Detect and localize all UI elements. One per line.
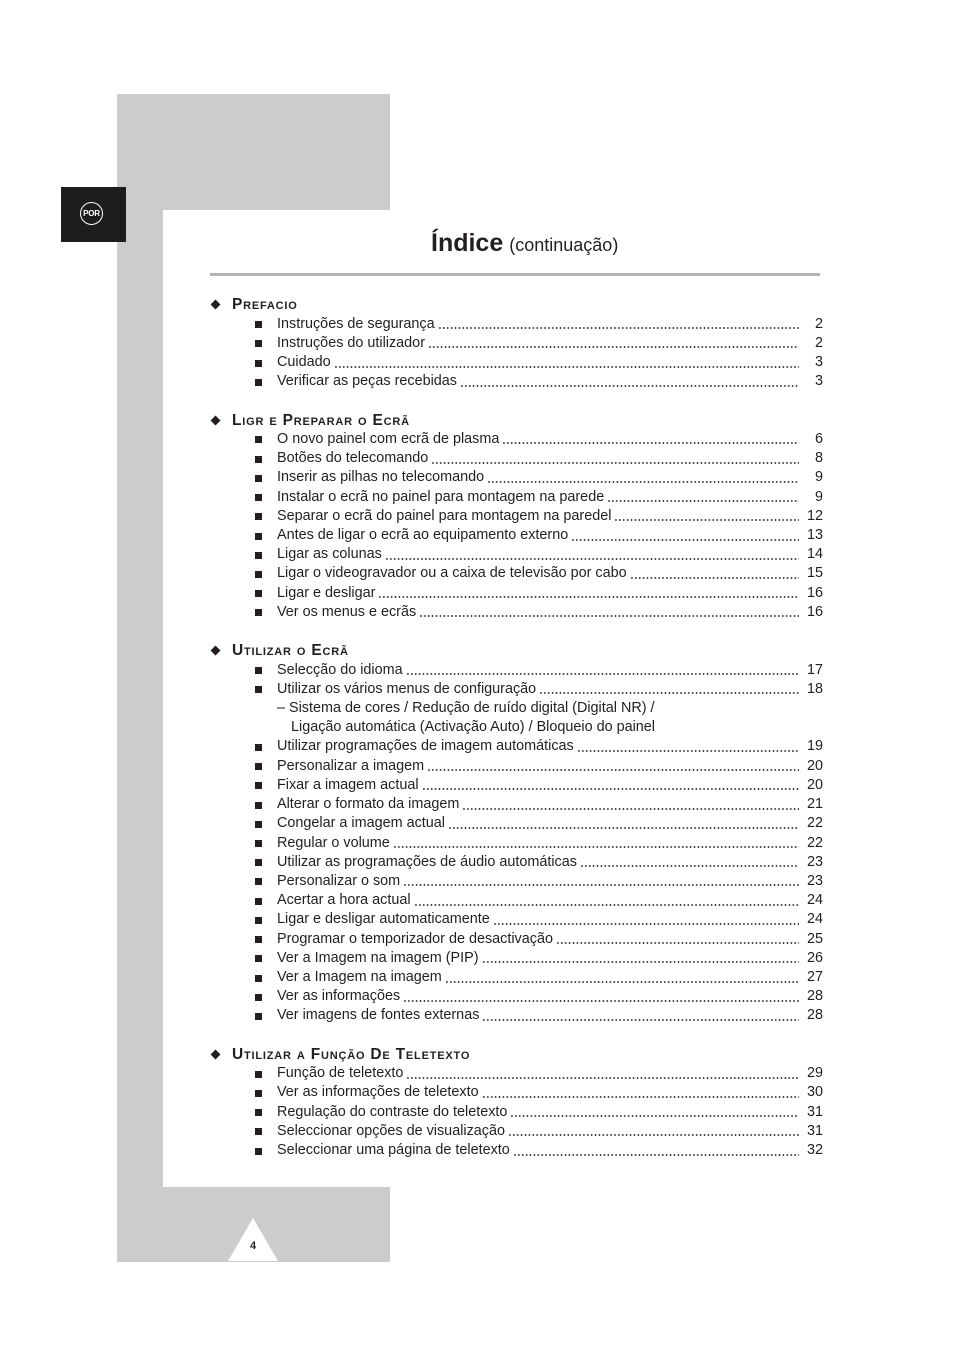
toc-entry [208,334,823,353]
dot-leader [445,968,799,987]
square-bullet-icon [255,552,262,559]
dot-leader [580,853,799,872]
toc-entry [208,507,823,526]
toc-entry-page-number: 15 [806,565,823,582]
square-bullet-icon [255,456,262,463]
page-title-main: Índice [431,229,504,257]
dot-leader [460,372,799,391]
dot-leader [508,1122,799,1141]
toc-entry-title: Acertar a hora actual [277,892,411,909]
toc-entry [208,949,823,968]
toc-entry-page-number: 28 [806,1007,823,1024]
toc-entry-title: Ligar as colunas [277,546,382,563]
toc-entry-title: Regular o volume [277,834,390,851]
square-bullet-icon [255,1148,262,1155]
section-heading-text: Ligr e Preparar o Ecrã [232,411,410,429]
toc-entry [208,315,823,334]
toc-entry-title: Ligar e desligar automaticamente [277,911,490,928]
toc-entry [208,853,823,872]
toc-entry [208,737,823,756]
toc-entry-title: Ver as informações [277,988,401,1005]
toc-entry-title: Fixar a imagem actual [277,776,419,793]
toc-entry-title: Separar o ecrã do painel para montagem na paredel [277,507,612,524]
toc-entry [208,372,823,391]
toc-entry-page-number: 6 [814,430,823,447]
toc-entry-title: Ver imagens de fontes externas [277,1007,480,1024]
dot-leader [403,987,799,1006]
toc-entry [208,1064,823,1083]
square-bullet-icon [255,994,262,1001]
dot-leader [427,757,799,776]
toc-entry-title: Ver a Imagem na imagem (PIP) [277,949,479,966]
toc-entry [208,584,823,603]
dot-leader [422,776,799,795]
dot-leader [502,430,799,449]
title-divider [210,273,820,276]
toc-entry-title: Ver as informações de teletexto [277,1084,479,1101]
toc-entry-title: Personalizar o som [277,872,401,889]
diamond-bullet-icon [210,646,220,656]
toc-entry-title: Utilizar as programações de áudio automáticas [277,853,577,870]
toc-entry-title: Verificar as peças recebidas [277,373,457,390]
toc-entry-title: Função de teletexto [277,1065,404,1082]
square-bullet-icon [255,821,262,828]
toc-section [208,411,823,622]
square-bullet-icon [255,1128,262,1135]
dot-leader [403,872,799,891]
toc-entry [208,757,823,776]
language-label: POR [83,208,100,218]
toc-entry [208,930,823,949]
toc-entry-page-number: 16 [806,603,823,620]
toc-entry-page-number: 2 [814,334,823,351]
dot-leader [431,449,799,468]
dot-leader [448,814,799,833]
page-title [431,228,618,262]
toc-entry-title: Congelar a imagem actual [277,815,445,832]
toc-entry [208,968,823,987]
dot-leader [378,584,799,603]
toc-entry [208,987,823,1006]
dot-leader [571,526,799,545]
square-bullet-icon [255,763,262,770]
dot-leader [414,891,799,910]
dot-leader [428,334,799,353]
toc-entry-page-number: 19 [806,738,823,755]
toc-entry-title: Instruções do utilizador [277,334,425,351]
toc-entry-page-number: 31 [806,1122,823,1139]
toc-entry-title: Selecção do idioma [277,661,403,678]
square-bullet-icon [255,802,262,809]
dot-leader [539,680,799,699]
square-bullet-icon [255,859,262,866]
toc-entry-page-number: 27 [806,969,823,986]
dot-leader [482,1083,799,1102]
toc-entry [208,1006,823,1025]
dot-leader [607,488,799,507]
toc-entry [208,1122,823,1141]
toc-entry-page-number: 20 [806,757,823,774]
toc-entry [208,795,823,814]
toc-entry-title: Inserir as pilhas no telecomando [277,469,485,486]
square-bullet-icon [255,840,262,847]
toc-entry [208,545,823,564]
dot-leader [513,1141,799,1160]
toc-entry-page-number: 32 [806,1142,823,1159]
square-bullet-icon [255,667,262,674]
toc-entry-title: Seleccionar opções de visualização [277,1122,505,1139]
square-bullet-icon [255,898,262,905]
toc-entry [208,449,823,468]
toc-entry-page-number: 21 [806,796,823,813]
toc-entry-page-number: 22 [806,834,823,851]
toc-entry-title: Instalar o ecrã no painel para montagem na parede [277,488,605,505]
square-bullet-icon [255,571,262,578]
toc-entry-title: Cuidado [277,354,331,371]
toc-entry [208,680,823,699]
toc-entry-page-number: 16 [806,584,823,601]
section-heading-text: Utilizar o Ecrã [232,642,349,660]
square-bullet-icon [255,686,262,693]
toc-entry-title: Ver a Imagem na imagem [277,969,442,986]
toc-entry-page-number: 23 [806,853,823,870]
toc-entry-page-number: 20 [806,776,823,793]
dot-leader [385,545,799,564]
square-bullet-icon [255,975,262,982]
dot-leader [406,1064,799,1083]
section-heading [208,295,823,314]
square-bullet-icon [255,878,262,885]
dot-leader [614,507,799,526]
dot-leader [393,834,799,853]
dot-leader [334,353,799,372]
dot-leader [493,910,799,929]
square-bullet-icon [255,609,262,616]
toc-entry-title: Ligar e desligar [277,584,376,601]
toc-entry [208,488,823,507]
toc-entry-page-number: 12 [806,507,823,524]
toc-entry [208,834,823,853]
toc-entry-title: Ligar o videogravador ou a caixa de televisão por cabo [277,565,627,582]
toc-entry [208,468,823,487]
square-bullet-icon [255,321,262,328]
diamond-bullet-icon [210,300,220,310]
square-bullet-icon [255,590,262,597]
square-bullet-icon [255,533,262,540]
toc-entry-title: Antes de ligar o ecrã ao equipamento externo [277,527,569,544]
toc-entry-page-number: 23 [806,872,823,889]
dot-leader [419,603,799,622]
toc-entry-title: Botões do telecomando [277,450,429,467]
toc-entry-title: Programar o temporizador de desactivação [277,930,553,947]
language-tab [61,187,126,242]
dot-leader [406,661,799,680]
dot-leader [556,930,799,949]
section-heading [208,411,823,430]
dot-leader [438,315,799,334]
toc-entry-title: Ver os menus e ecrãs [277,603,417,620]
square-bullet-icon [255,1071,262,1078]
toc-entry-page-number: 24 [806,892,823,909]
toc-entry-page-number: 22 [806,815,823,832]
toc-entry [208,661,823,680]
toc-entry-page-number: 2 [814,315,823,332]
diamond-bullet-icon [210,1049,220,1059]
toc-entry-page-number: 9 [814,488,823,505]
dot-leader [482,1006,799,1025]
dot-leader [577,737,799,756]
toc-entry-page-number: 3 [814,373,823,390]
toc-entry [208,872,823,891]
page-title-subtitle: (continuação) [509,235,619,255]
square-bullet-icon [255,782,262,789]
toc-entry-page-number: 17 [806,661,823,678]
toc-entry-title: Utilizar programações de imagem automáticas [277,738,574,755]
section-heading-text: Prefacio [232,296,298,314]
toc-entry-title: Utilizar os vários menus de configuração [277,680,537,697]
toc-entry-page-number: 3 [814,354,823,371]
toc-entry [208,564,823,583]
toc-entry [208,1083,823,1102]
toc-entry-page-number: 28 [806,988,823,1005]
toc-entry [208,891,823,910]
dot-leader [462,795,799,814]
toc-entry-title: Alterar o formato da imagem [277,796,460,813]
toc-entry-page-number: 29 [806,1065,823,1082]
toc-entry-detail: – Sistema de cores / Redução de ruído digital (Digital NR) / [277,699,655,716]
square-bullet-icon [255,513,262,520]
diamond-bullet-icon [210,415,220,425]
toc-entry [208,776,823,795]
page-number: 4 [249,1240,257,1252]
toc-entry-page-number: 9 [814,469,823,486]
toc-entry-page-number: 26 [806,949,823,966]
toc-entry [208,526,823,545]
section-heading-text: Utilizar a Função De Teletexto [232,1045,471,1063]
square-bullet-icon [255,955,262,962]
square-bullet-icon [255,436,262,443]
square-bullet-icon [255,340,262,347]
square-bullet-icon [255,744,262,751]
toc-entry-page-number: 8 [814,450,823,467]
toc-entry-page-number: 18 [806,680,823,697]
toc-section [208,295,823,391]
language-badge-icon [80,202,103,225]
dot-leader [482,949,799,968]
toc-entry-page-number: 14 [806,546,823,563]
toc-entry [208,1141,823,1160]
toc-entry-title: Instruções de segurança [277,315,435,332]
dot-leader [487,468,799,487]
square-bullet-icon [255,917,262,924]
square-bullet-icon [255,1109,262,1116]
table-of-contents [208,295,823,1160]
toc-entry-page-number: 25 [806,930,823,947]
square-bullet-icon [255,494,262,501]
toc-entry-title: O novo painel com ecrã de plasma [277,430,500,447]
toc-entry-title: Seleccionar uma página de teletexto [277,1142,510,1159]
toc-entry-title: Regulação do contraste do teletexto [277,1103,508,1120]
dot-leader [630,564,799,583]
toc-entry [208,1103,823,1122]
toc-entry-page-number: 30 [806,1084,823,1101]
toc-entry [208,353,823,372]
square-bullet-icon [255,475,262,482]
toc-entry-detail: Ligação automática (Activação Auto) / Bloqueio do painel [291,719,655,736]
square-bullet-icon [255,379,262,386]
toc-entry [208,814,823,833]
toc-section [208,1045,823,1160]
square-bullet-icon [255,1090,262,1097]
dot-leader [510,1103,799,1122]
toc-entry-title: Personalizar a imagem [277,757,425,774]
toc-entry [208,430,823,449]
square-bullet-icon [255,360,262,367]
toc-section [208,641,823,1025]
toc-entry [208,603,823,622]
toc-entry-page-number: 13 [806,527,823,544]
toc-entry-page-number: 31 [806,1103,823,1120]
square-bullet-icon [255,1013,262,1020]
toc-entry [208,910,823,929]
section-heading [208,1045,823,1064]
toc-entry-page-number: 24 [806,911,823,928]
section-heading [208,641,823,660]
square-bullet-icon [255,936,262,943]
